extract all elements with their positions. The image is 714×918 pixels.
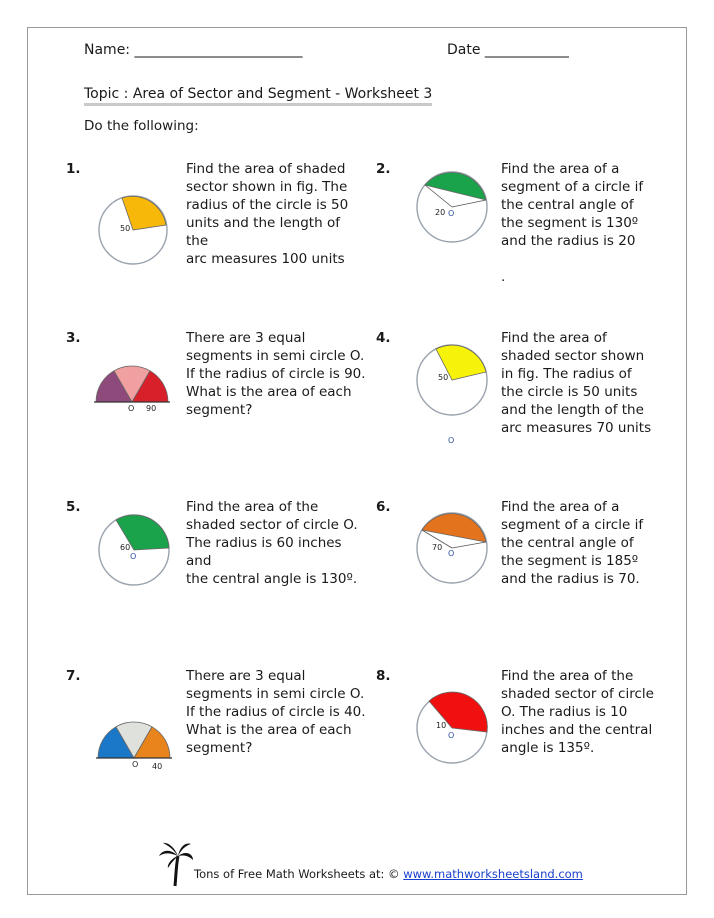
sector-figure-5	[96, 513, 176, 588]
segment-figure-6	[414, 510, 494, 585]
radius-label: 20	[435, 208, 446, 217]
footer-link[interactable]: www.mathworksheetsland.com	[403, 867, 583, 881]
palm-tree-icon	[158, 840, 194, 888]
semicircle-figure-7	[92, 718, 176, 774]
semicircle-figure-3	[90, 360, 174, 416]
sector-figure-1	[96, 195, 176, 267]
sector-figure-8	[414, 690, 494, 765]
radius-label: 50	[438, 373, 449, 382]
question-text-6: Find the area of a segment of a circle if the central angle of the segment is 185º and the radius is 70.	[501, 499, 644, 587]
question-text-5: Find the area of the shaded sector of circle O. The radius is 60 inches and the central angle is 130º.	[186, 499, 358, 587]
radius-label: 10	[436, 721, 447, 730]
question-number-7: 7.	[66, 668, 81, 684]
date-field: Date ____________	[447, 42, 569, 58]
question-text-4: Find the area of shaded sector shown in fig. The radius of the circle is 50 units and the length of the arc measures 70 units	[501, 330, 652, 436]
radius-label: 60	[120, 543, 131, 552]
question-text-8: Find the area of the shaded sector of circle O. The radius is 10 inches and the central angle is 135º.	[501, 668, 654, 756]
question-text-7: There are 3 equal segments in semi circle O. If the radius of circle is 40. What is the area of each segment?	[186, 668, 366, 756]
center-label: O	[448, 731, 455, 740]
question-number-4: 4.	[376, 330, 391, 346]
center-label: O	[448, 209, 455, 218]
center-label: O	[130, 552, 137, 561]
sector-figure-4	[414, 342, 494, 447]
question-number-5: 5.	[66, 499, 81, 515]
radius-label: 40	[152, 762, 163, 771]
worksheet-title: Topic : Area of Sector and Segment - Worksheet 3	[84, 86, 432, 106]
center-label: O	[448, 436, 455, 445]
footer-text: Tons of Free Math Worksheets at: ©	[194, 867, 404, 881]
radius-label: 50	[120, 224, 131, 233]
segment-figure-2	[414, 170, 494, 245]
question-number-1: 1.	[66, 161, 81, 177]
instructions: Do the following:	[84, 118, 199, 134]
center-label: O	[132, 760, 139, 769]
question-number-8: 8.	[376, 668, 391, 684]
question-text-3: There are 3 equal segments in semi circle O. If the radius of circle is 90. What is the area of each segment?	[186, 330, 366, 418]
name-field: Name: ________________________	[84, 42, 303, 58]
radius-label: 90	[146, 404, 157, 413]
center-label: O	[448, 549, 455, 558]
footer	[194, 867, 583, 881]
question-number-3: 3.	[66, 330, 81, 346]
question-text-1: Find the area of shaded sector shown in fig. The radius of the circle is 50 units and the length of the arc measures 100 units	[186, 161, 349, 267]
center-label: O	[128, 404, 135, 413]
radius-label: 70	[432, 543, 443, 552]
question-number-6: 6.	[376, 499, 391, 515]
question-text-2: Find the area of a segment of a circle if the central angle of the segment is 130º and the radius is 20 .	[501, 161, 644, 285]
question-number-2: 2.	[376, 161, 391, 177]
